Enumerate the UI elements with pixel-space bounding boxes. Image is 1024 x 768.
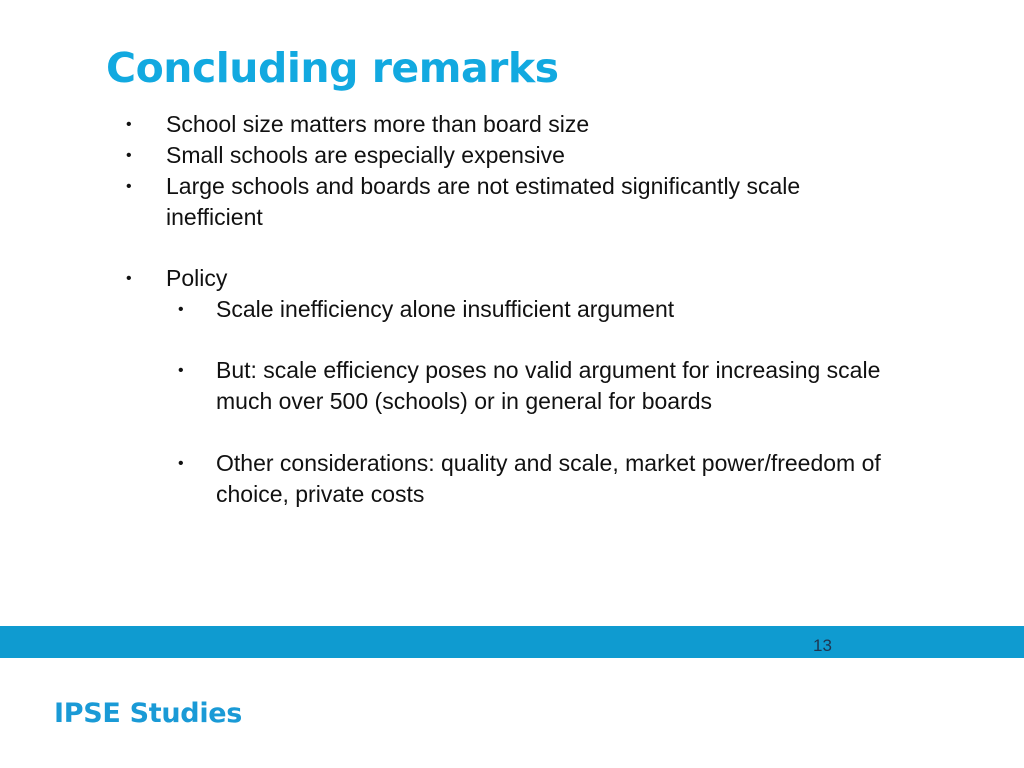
bullet-item-policy [126, 263, 886, 294]
sub-bullet-item [178, 294, 938, 325]
bullet-item [126, 171, 926, 233]
bullet-item [126, 109, 886, 140]
slide-title: Concluding remarks [106, 44, 559, 92]
bullet-text: Small schools are especially expensive [166, 142, 565, 168]
bullet-dot: • [178, 455, 184, 472]
sub-bullet-text: Other considerations: quality and scale, market power/freedom of choice, private costs [216, 450, 881, 507]
sub-bullet-text: Scale inefficiency alone insufficient argument [216, 296, 675, 322]
sub-bullet-text: But: scale efficiency poses no valid argument for increasing scale much over 500 (schools) or in general for boards [216, 357, 881, 414]
bullet-item [126, 140, 886, 171]
bullet-dot: • [178, 301, 184, 318]
bullet-dot: • [126, 178, 132, 195]
bullet-dot: • [126, 270, 132, 287]
bullet-text: Policy [166, 265, 228, 291]
sub-bullet-item [178, 355, 938, 417]
bullet-text: School size matters more than board size [166, 111, 590, 137]
bullet-dot: • [126, 116, 132, 133]
ipse-studies-logo: IPSE Studies [54, 698, 243, 729]
page-number: 13 [813, 636, 832, 655]
bullet-dot: • [178, 362, 184, 379]
bullet-text: Large schools and boards are not estimated significantly scale inefficient [166, 173, 801, 230]
sub-bullet-item [178, 448, 938, 510]
bullet-dot: • [126, 147, 132, 164]
footer-band [0, 626, 1024, 658]
